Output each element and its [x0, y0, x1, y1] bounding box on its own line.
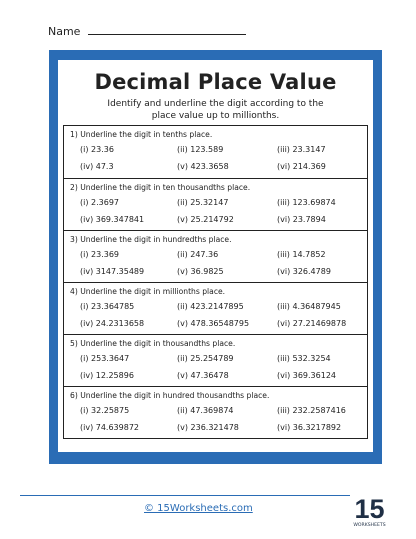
subtitle-line-2: place value up to millionths. — [151, 111, 280, 121]
problem-item: (v) 478.36548795 — [177, 319, 250, 328]
problem-item: (vi) 27.21469878 — [277, 319, 347, 328]
problem-item: (i) 2.3697 — [80, 198, 119, 207]
problem-item: (iii) 4.36487945 — [277, 302, 341, 311]
section-instruction: 5) Underline the digit in thousandths place. — [70, 339, 236, 348]
problem-item: (i) 23.369 — [80, 250, 119, 259]
problem-item: (v) 36.9825 — [177, 267, 224, 276]
question-section-3 — [64, 230, 367, 282]
section-instruction: 1) Underline the digit in tenths place. — [70, 130, 213, 139]
logo-text: WORKSHEETS — [353, 523, 386, 528]
problem-item: (i) 23.364785 — [80, 302, 135, 311]
copyright-link[interactable]: © 15Worksheets.com — [144, 503, 253, 514]
question-section-5 — [64, 334, 367, 386]
problem-item: (iii) 23.3147 — [277, 145, 326, 154]
problem-item: (v) 25.214792 — [177, 215, 234, 224]
subtitle-line-1: Identify and underline the digit according to the — [107, 99, 324, 109]
question-section-4 — [64, 282, 367, 334]
question-section-1 — [64, 126, 367, 178]
problem-item: (vi) 23.7894 — [277, 215, 326, 224]
problem-item: (iv) 12.25896 — [80, 371, 134, 380]
problem-item: (v) 423.3658 — [177, 162, 229, 171]
question-section-2 — [64, 178, 367, 230]
problem-item: (i) 23.36 — [80, 145, 114, 154]
problem-item: (iv) 3147.35489 — [80, 267, 145, 276]
name-label: Name — [48, 25, 81, 38]
problem-item: (iv) 24.2313658 — [80, 319, 145, 328]
problem-item: (v) 236.321478 — [177, 423, 239, 432]
problem-item: (iv) 369.347841 — [80, 215, 145, 224]
problem-item: (iii) 232.2587416 — [277, 406, 346, 415]
problem-item: (iii) 14.7852 — [277, 250, 326, 259]
footer-divider — [20, 495, 350, 496]
section-instruction: 3) Underline the digit in hundredths place. — [70, 235, 232, 244]
worksheet-subtitle — [70, 98, 361, 122]
question-section-6 — [64, 386, 367, 438]
problem-item: (vi) 326.4789 — [277, 267, 331, 276]
problem-item: (iv) 74.639872 — [80, 423, 140, 432]
problem-item: (ii) 25.254789 — [177, 354, 234, 363]
logo-number: 15 — [354, 494, 385, 524]
problem-item: (i) 253.3647 — [80, 354, 130, 363]
problem-item: (ii) 423.2147895 — [177, 302, 244, 311]
section-instruction: 4) Underline the digit in millionths place. — [70, 287, 226, 296]
problem-item: (ii) 25.32147 — [177, 198, 229, 207]
section-instruction: 6) Underline the digit in hundred thousandths place. — [70, 391, 270, 400]
worksheet-paper — [58, 60, 373, 452]
worksheets-logo — [352, 491, 387, 529]
problem-item: (ii) 47.369874 — [177, 406, 234, 415]
problem-item: (v) 47.36478 — [177, 371, 229, 380]
question-sections — [63, 125, 368, 439]
problem-item: (iii) 123.69874 — [277, 198, 336, 207]
problem-item: (i) 32.25875 — [80, 406, 130, 415]
problem-item: (ii) 123.589 — [177, 145, 224, 154]
problem-item: (iv) 47.3 — [80, 162, 114, 171]
worksheet-title: Decimal Place Value — [94, 70, 337, 94]
name-line[interactable] — [88, 24, 246, 35]
problem-item: (vi) 214.369 — [277, 162, 326, 171]
problem-item: (vi) 36.3217892 — [277, 423, 342, 432]
worksheet-frame — [49, 50, 382, 464]
name-field — [48, 24, 246, 38]
problem-item: (vi) 369.36124 — [277, 371, 337, 380]
problem-item: (ii) 247.36 — [177, 250, 219, 259]
section-instruction: 2) Underline the digit in ten thousandths place. — [70, 183, 251, 192]
problem-item: (iii) 532.3254 — [277, 354, 331, 363]
